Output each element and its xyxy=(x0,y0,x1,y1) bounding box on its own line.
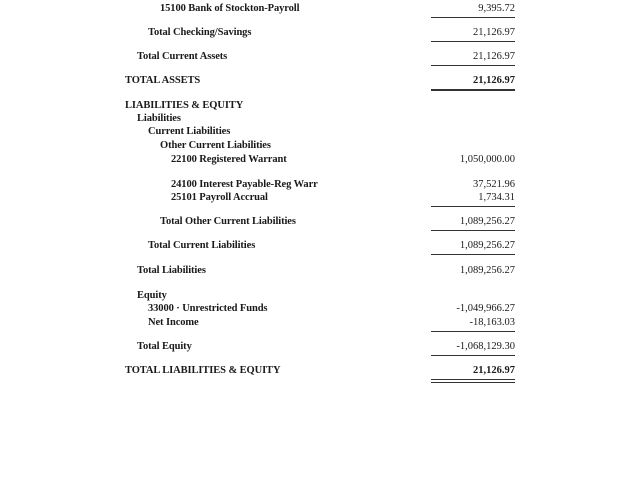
row-amount: 1,089,256.27 xyxy=(459,216,515,227)
section-heading xyxy=(0,289,640,303)
row-amount: 1,050,000.00 xyxy=(459,154,515,165)
row-label: 25101 Payroll Accrual xyxy=(171,192,268,203)
row-amount: 1,089,256.27 xyxy=(459,265,515,276)
section-heading xyxy=(0,112,640,126)
row-amount: 9,395.72 xyxy=(478,3,515,14)
row-label: Net Income xyxy=(148,317,199,328)
grand-total-row xyxy=(0,364,640,378)
underline-rule xyxy=(431,41,515,42)
thick-rule xyxy=(431,89,515,91)
row-label: 24100 Interest Payable-Reg Warr xyxy=(171,179,318,190)
row-amount: -1,068,129.30 xyxy=(456,341,515,352)
underline-rule xyxy=(431,331,515,332)
row-label: Total Checking/Savings xyxy=(148,27,252,38)
underline-rule xyxy=(431,17,515,18)
row-amount: -1,049,966.27 xyxy=(456,303,515,314)
balance-row xyxy=(0,191,640,205)
row-label: Current Liabilities xyxy=(148,126,231,137)
row-label: LIABILITIES & EQUITY xyxy=(125,100,244,111)
balance-row xyxy=(0,153,640,167)
underline-rule xyxy=(431,254,515,255)
balance-row xyxy=(0,178,640,192)
underline-rule xyxy=(431,230,515,231)
row-amount: 21,126.97 xyxy=(473,51,515,62)
row-amount: 1,089,256.27 xyxy=(459,240,515,251)
balance-row xyxy=(0,302,640,316)
row-label: Total Current Liabilities xyxy=(148,240,256,251)
row-amount: 21,126.97 xyxy=(473,75,515,86)
row-label: Total Liabilities xyxy=(137,265,206,276)
row-label: Total Equity xyxy=(137,341,192,352)
grand-total-row xyxy=(0,74,640,88)
row-label: Other Current Liabilities xyxy=(160,140,271,151)
row-amount: 21,126.97 xyxy=(473,365,515,376)
total-row xyxy=(0,340,640,354)
row-label: TOTAL LIABILITIES & EQUITY xyxy=(125,365,281,376)
row-label: Total Other Current Liabilities xyxy=(160,216,296,227)
total-row xyxy=(0,26,640,40)
row-label: Total Current Assets xyxy=(137,51,228,62)
section-heading xyxy=(0,139,640,153)
section-heading xyxy=(0,125,640,139)
balance-row xyxy=(0,316,640,330)
section-heading xyxy=(0,99,640,113)
row-amount: 37,521.96 xyxy=(473,179,515,190)
row-amount: 21,126.97 xyxy=(473,27,515,38)
total-row xyxy=(0,215,640,229)
row-label: Equity xyxy=(137,290,167,301)
total-row xyxy=(0,50,640,64)
row-label: TOTAL ASSETS xyxy=(125,75,201,86)
total-row xyxy=(0,264,640,278)
row-amount: -18,163.03 xyxy=(469,317,515,328)
row-label: Liabilities xyxy=(137,113,181,124)
row-label: 33000 · Unrestricted Funds xyxy=(148,303,268,314)
double-rule xyxy=(431,379,515,383)
underline-rule xyxy=(431,65,515,66)
row-amount: 1,734.31 xyxy=(478,192,515,203)
underline-rule xyxy=(431,206,515,207)
row-label: 15100 Bank of Stockton-Payroll xyxy=(160,3,300,14)
total-row xyxy=(0,239,640,253)
balance-row xyxy=(0,2,640,16)
row-label: 22100 Registered Warrant xyxy=(171,154,287,165)
underline-rule xyxy=(431,355,515,356)
